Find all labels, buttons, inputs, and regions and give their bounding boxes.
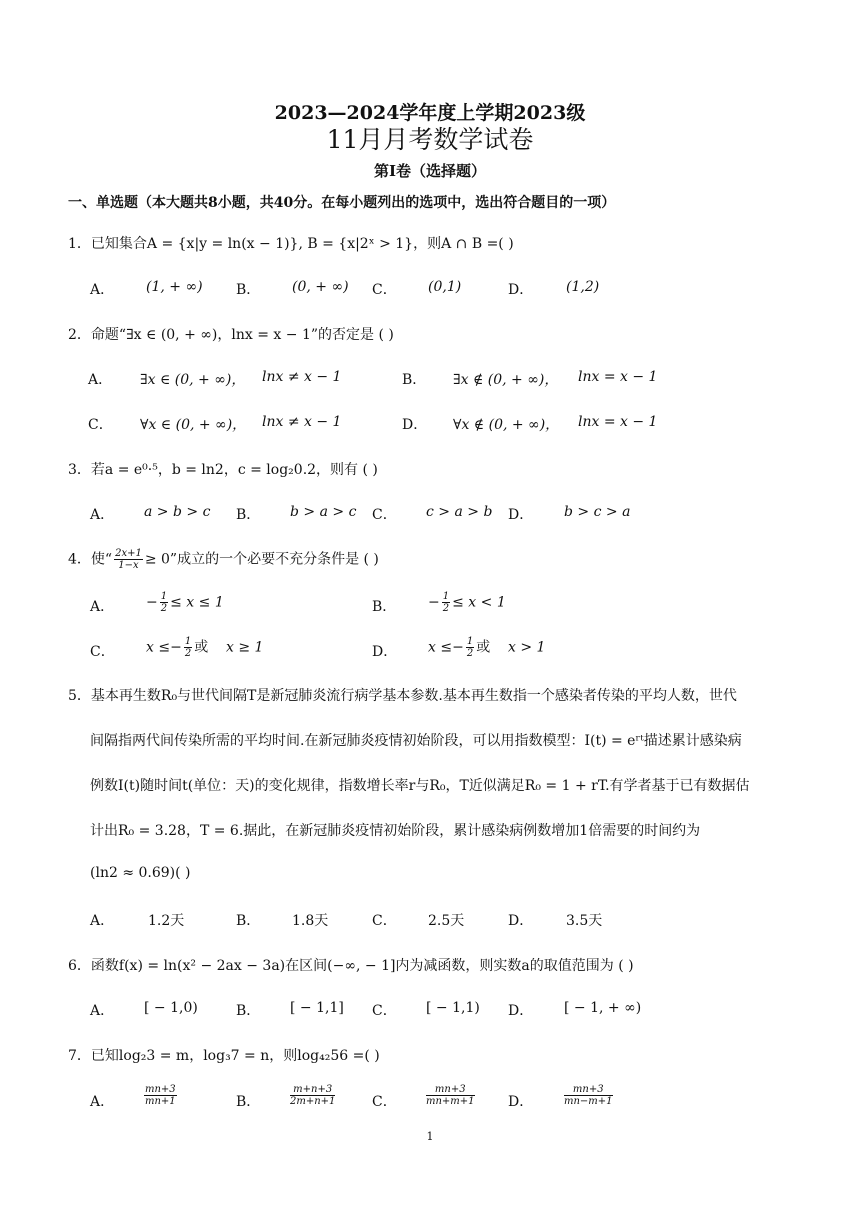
option-value: 2.5天 <box>428 913 465 929</box>
option-label: B． <box>236 1094 261 1110</box>
stem-text: ≥ 0”成立的一个必要不充分条件是 ( ) <box>144 551 379 568</box>
option-a-fraction: $\frac{mn+3}{mn+1}$ <box>145 1084 176 1107</box>
option-d-fraction: $\frac{mn+3}{mn-m+1}$ <box>564 1084 613 1107</box>
paragraph-line: 计出R₀ = 3.28，T = 6.据此，在新冠肺炎疫情初始阶段，累计感染病例数增加1倍需要的时间约为 <box>90 823 701 839</box>
question-7-stem: 7．已知log₂3 = m，log₃7 = n，则log₄₂56 =( ) <box>68 1048 380 1064</box>
option-label: B． <box>372 599 397 615</box>
option-value: lnx = x − 1 <box>578 369 658 385</box>
option-value: lnx ≠ x − 1 <box>262 369 342 385</box>
option-value: (0, + ∞) <box>292 279 349 295</box>
option-value: lnx = x − 1 <box>578 414 658 430</box>
option-b-value: − $\frac{1}{2}$ ≤ x < 1 <box>428 591 506 614</box>
option-value: b > c > a <box>564 504 631 520</box>
option-label: D． <box>508 1003 534 1019</box>
option-value: 3.5天 <box>566 913 603 929</box>
option-value: c > a > b <box>426 504 493 520</box>
option-label: C． <box>372 913 397 929</box>
paragraph-line: (ln2 ≈ 0.69)( ) <box>90 865 191 881</box>
option-c-fraction: $\frac{mn+3}{mn+m+1}$ <box>426 1084 475 1107</box>
exam-title: 11月月考数学试卷 <box>326 125 534 154</box>
option-label: B． <box>236 913 261 929</box>
stem-text: 4．使“ <box>68 551 113 568</box>
option-label: A． <box>90 599 115 615</box>
option-label: C． <box>372 1003 397 1019</box>
question-1-stem: 1．已知集合A = {x|y = ln(x − 1)}, B = {x|2ˣ > 1}，则A ∩ B =( ) <box>68 236 514 252</box>
option-label: B． <box>402 372 427 388</box>
fraction-denominator: 1−x <box>118 560 139 571</box>
option-label: A． <box>90 282 115 298</box>
option-d-value: x ≤− $\frac{1}{2}$ 或 x > 1 <box>428 636 546 659</box>
option-value: 1.2天 <box>148 913 185 929</box>
option-value: ∃x ∉ (0, + ∞)， <box>453 372 559 388</box>
option-label: C． <box>372 282 397 298</box>
fraction <box>114 548 143 571</box>
option-label: D． <box>508 913 534 929</box>
option-label: B． <box>236 282 261 298</box>
option-label: C． <box>88 417 113 433</box>
question-3-stem: 3．若a = e⁰·⁵，b = ln2，c = log₂0.2，则有 ( ) <box>68 462 378 478</box>
paragraph-line: 5．基本再生数R₀与世代间隔T是新冠肺炎流行病学基本参数.基本再生数指一个感染者传染的平均人数，世代 <box>68 688 737 704</box>
option-label: D． <box>508 282 534 298</box>
option-c-value: x ≤− $\frac{1}{2}$ 或 x ≥ 1 <box>146 636 264 659</box>
option-value: (1, + ∞) <box>146 279 203 295</box>
exam-part-title: 第I卷（选择题） <box>373 162 487 180</box>
option-label: D． <box>508 1094 534 1110</box>
option-label: A． <box>90 1003 115 1019</box>
option-label: D． <box>402 417 428 433</box>
option-label: D． <box>508 507 534 523</box>
option-label: A． <box>90 1094 115 1110</box>
option-b-fraction: $\frac{m+n+3}{2m+n+1}$ <box>290 1084 336 1107</box>
option-value: (0,1) <box>428 279 462 295</box>
paragraph-line: 例数I(t)随时间t(单位：天)的变化规律，指数增长率r与R₀，T近似满足R₀ = 1 + rT.有学者基于已有数据估 <box>90 778 750 794</box>
option-label: A． <box>88 372 113 388</box>
exam-title-year: 2023—2024学年度上学期2023级 <box>274 102 586 124</box>
option-label: C． <box>372 1094 397 1110</box>
option-label: A． <box>90 507 115 523</box>
question-6-stem: 6．函数f(x) = ln(x² − 2ax − 3a)在区间(−∞, − 1]内为减函数，则实数a的取值范围为 ( ) <box>68 958 634 974</box>
option-value: 1.8天 <box>292 913 329 929</box>
option-label: B． <box>236 1003 261 1019</box>
option-label: A． <box>90 913 115 929</box>
section-heading: 一、单选题（本大题共8小题，共40分。在每小题列出的选项中，选出符合题目的一项） <box>68 195 616 211</box>
option-value: a > b > c <box>144 504 211 520</box>
option-a-value: − $\frac{1}{2}$ ≤ x ≤ 1 <box>146 591 224 614</box>
option-label: C． <box>90 644 115 660</box>
option-value: ∀x ∉ (0, + ∞)， <box>453 417 560 433</box>
question-4-stem <box>68 548 379 571</box>
paragraph-line: 间隔指两代间传染所需的平均时间.在新冠肺炎疫情初始阶段，可以用指数模型：I(t) = eʳᵗ描述累计感染病 <box>90 733 742 749</box>
option-value: [ − 1,1) <box>426 1000 480 1016</box>
option-label: D． <box>372 644 398 660</box>
option-value: [ − 1,0) <box>144 1000 198 1016</box>
fraction-numerator: 2x+1 <box>115 548 142 559</box>
option-label: B． <box>236 507 261 523</box>
option-value: (1,2) <box>566 279 600 295</box>
option-value: lnx ≠ x − 1 <box>262 414 342 430</box>
option-value: [ − 1,1] <box>290 1000 344 1016</box>
option-value: ∀x ∈ (0, + ∞)， <box>140 417 247 433</box>
question-2-stem: 2．命题“∃x ∈ (0, + ∞)，lnx = x − 1”的否定是 ( ) <box>68 327 394 343</box>
page-number: 1 <box>426 1130 434 1143</box>
option-value: [ − 1, + ∞) <box>564 1000 642 1016</box>
option-value: b > a > c <box>290 504 357 520</box>
option-label: C． <box>372 507 397 523</box>
option-value: ∃x ∈ (0, + ∞)， <box>140 372 246 388</box>
